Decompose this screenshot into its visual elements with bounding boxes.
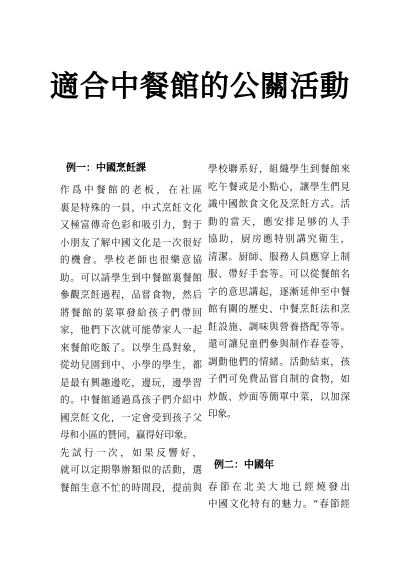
text-line: 館有關的歷史、中餐烹飪法和烹 [208, 304, 350, 315]
text-line: 字的意思講起，逐漸延伸至中餐 [208, 286, 350, 298]
text-line: 又極富傳奇色彩和吸引力，對于 [60, 220, 202, 231]
right-column [208, 161, 350, 514]
text-line: 餐館生意不忙的時間段，提前與 [60, 482, 202, 494]
right-column-body [208, 161, 350, 424]
text-line: 的機會。學校老師也很樂意協 [60, 255, 202, 266]
text-line: 參觀烹飪過程，品嘗食物，然后 [60, 290, 202, 301]
text-line: 還可讓兒童們參與制作春卷等， [208, 339, 350, 350]
text-line: 識中國飲食文化及烹飪方式。活 [208, 199, 350, 210]
text-line: 小朋友了解中國文化是一次很好 [60, 237, 202, 249]
text-line: 裏是特殊的一員，中式烹飪文化 [60, 202, 202, 214]
text-line: 國烹飪文化，一定會受到孩子父 [60, 412, 202, 424]
text-line: 將餐館的菜單發給孩子們帶回 [60, 307, 202, 319]
text-line: 子們可免費品嘗自制的食物，如 [208, 374, 350, 385]
text-line: 是最有興趣邊吃，邊玩，邊學習 [60, 377, 202, 389]
text-line: 家，他們下次就可能帶家人一起 [60, 325, 202, 336]
text-line: 先試行一次，如果反響好， [60, 447, 202, 459]
page-title: 適合中餐館的公關活動 [49, 69, 350, 103]
text-line: 調動他們的情緒。活動結束，孩 [208, 356, 350, 368]
text-line: 從幼兒園到中、小學的學生，都 [60, 360, 202, 371]
text-line: 母和小區的贊同，贏得好印象。 [60, 430, 194, 441]
text-line: 炒飯、炒面等簡單中菜，以加深 [208, 391, 350, 403]
text-line: 作爲中餐館的老板，在社區 [60, 185, 202, 196]
text-line: 清潔。厨師、服務人員應穿上制 [208, 251, 350, 263]
text-line: 吃午餐或是小點心，讓學生們見 [208, 181, 350, 193]
section-heading-example-1: 例一：中國烹飪課 [66, 163, 146, 174]
text-line: 就可以定期舉辦類似的活動，選 [60, 465, 202, 476]
text-line: 動的當天，應安排足够的人手 [208, 216, 350, 228]
text-line: 服、帶好手套等。可以從餐館名 [208, 269, 350, 280]
text-line: 飪設施、調味與營養搭配等等。 [208, 321, 350, 333]
section-heading-example-2: 例二：中國年 [214, 459, 274, 471]
text-line: 協助，厨房應特别講究衛生， [208, 234, 350, 245]
text-line: 來餐館吃飯了。以學生爲對象， [60, 342, 202, 354]
left-column [60, 161, 202, 497]
left-column-body [60, 182, 202, 497]
text-line: 助。可以請學生到中餐館裏餐館 [60, 272, 202, 284]
text-line: 的。中餐館通過爲孩子們介紹中 [60, 395, 202, 406]
text-line: 春節在北美大地已經燒發出 [208, 481, 350, 493]
right-column-body-2 [208, 479, 350, 514]
text-line: 學校聯系好，組織學生到餐館來 [208, 164, 350, 175]
text-line: 中國文化特有的魅力。“春節經 [208, 499, 350, 510]
text-line: 印象。 [208, 409, 237, 420]
